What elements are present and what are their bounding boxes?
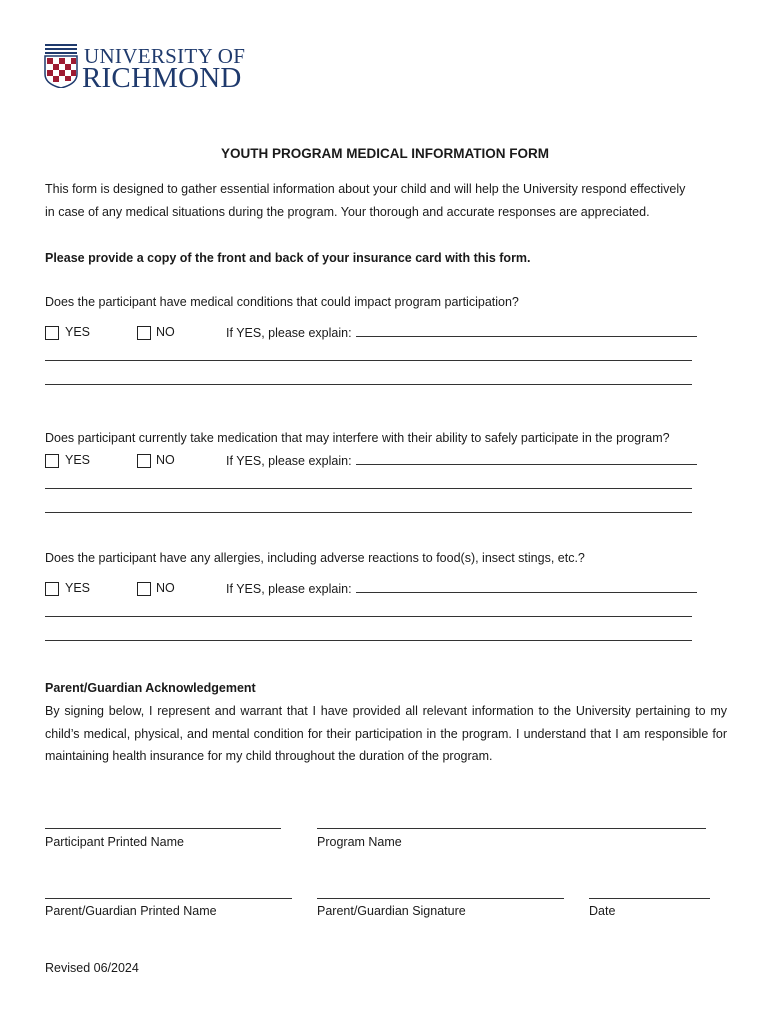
shield-logo-icon xyxy=(44,44,78,88)
guardian-signature-label: Parent/Guardian Signature xyxy=(317,904,466,918)
participant-name-line[interactable] xyxy=(45,828,281,829)
program-name-line[interactable] xyxy=(317,828,706,829)
q3-no-label: NO xyxy=(156,581,175,595)
q3-yes-label: YES xyxy=(65,581,91,595)
question-3-options xyxy=(45,581,705,599)
intro-line-2: in case of any medical situations during the program. Your thorough and accurate responses are appreciated. xyxy=(45,205,650,219)
university-logo xyxy=(44,44,284,94)
q2-explain-field[interactable] xyxy=(356,453,697,465)
q2-yes-checkbox[interactable] xyxy=(45,454,59,468)
date-line[interactable] xyxy=(589,898,710,899)
q1-no-checkbox[interactable] xyxy=(137,326,151,340)
q1-explain-field[interactable] xyxy=(356,325,697,337)
q3-no-checkbox[interactable] xyxy=(137,582,151,596)
question-1-text: Does the participant have medical conditions that could impact program participation? xyxy=(45,295,519,309)
guardian-signature-line[interactable] xyxy=(317,898,564,899)
participant-name-label: Participant Printed Name xyxy=(45,835,184,849)
q1-yes-label: YES xyxy=(65,325,91,339)
q3-answer-line-2[interactable] xyxy=(45,640,692,641)
q2-answer-line-2[interactable] xyxy=(45,512,692,513)
q2-answer-line-1[interactable] xyxy=(45,488,692,489)
question-2-text: Does participant currently take medication that may interfere with their ability to safely participate in the program? xyxy=(45,431,670,445)
question-1-options xyxy=(45,325,705,343)
intro-line-1: This form is designed to gather essential information about your child and will help the University respond effectively xyxy=(45,182,686,196)
guardian-name-line[interactable] xyxy=(45,898,292,899)
q3-explain-label: If YES, please explain: xyxy=(226,582,352,596)
guardian-name-label: Parent/Guardian Printed Name xyxy=(45,904,217,918)
q1-no-label: NO xyxy=(156,325,175,339)
q1-answer-line-1[interactable] xyxy=(45,360,692,361)
program-name-label: Program Name xyxy=(317,835,402,849)
q1-yes-checkbox[interactable] xyxy=(45,326,59,340)
date-label: Date xyxy=(589,904,616,918)
insurance-note: Please provide a copy of the front and back of your insurance card with this form. xyxy=(45,251,531,265)
q3-yes-checkbox[interactable] xyxy=(45,582,59,596)
logo-text-line2: RICHMOND xyxy=(82,62,242,94)
q3-explain xyxy=(226,581,697,596)
question-3-text: Does the participant have any allergies, including adverse reactions to food(s), insect stings, etc.? xyxy=(45,551,585,565)
q2-no-checkbox[interactable] xyxy=(137,454,151,468)
q2-explain xyxy=(226,453,697,468)
form-title: YOUTH PROGRAM MEDICAL INFORMATION FORM xyxy=(221,146,549,161)
acknowledgement-heading: Parent/Guardian Acknowledgement xyxy=(45,681,256,695)
q1-answer-line-2[interactable] xyxy=(45,384,692,385)
q2-no-label: NO xyxy=(156,453,175,467)
logo-text-line1: UNIVERSITY OF xyxy=(84,44,246,68)
acknowledgement-body: By signing below, I represent and warrant that I have provided all relevant information to the University pertaining to my child’s medical, physical, and mental condition for their participation in the program. I understand that I am responsible for maintaining health insurance for my child throughout the duration of the program. xyxy=(45,704,727,763)
revision-date: Revised 06/2024 xyxy=(45,961,139,975)
q1-explain xyxy=(226,325,697,340)
q1-explain-label: If YES, please explain: xyxy=(226,326,352,340)
q3-explain-field[interactable] xyxy=(356,581,697,593)
q3-answer-line-1[interactable] xyxy=(45,616,692,617)
question-2-options xyxy=(45,453,705,471)
q2-yes-label: YES xyxy=(65,453,91,467)
q2-explain-label: If YES, please explain: xyxy=(226,454,352,468)
